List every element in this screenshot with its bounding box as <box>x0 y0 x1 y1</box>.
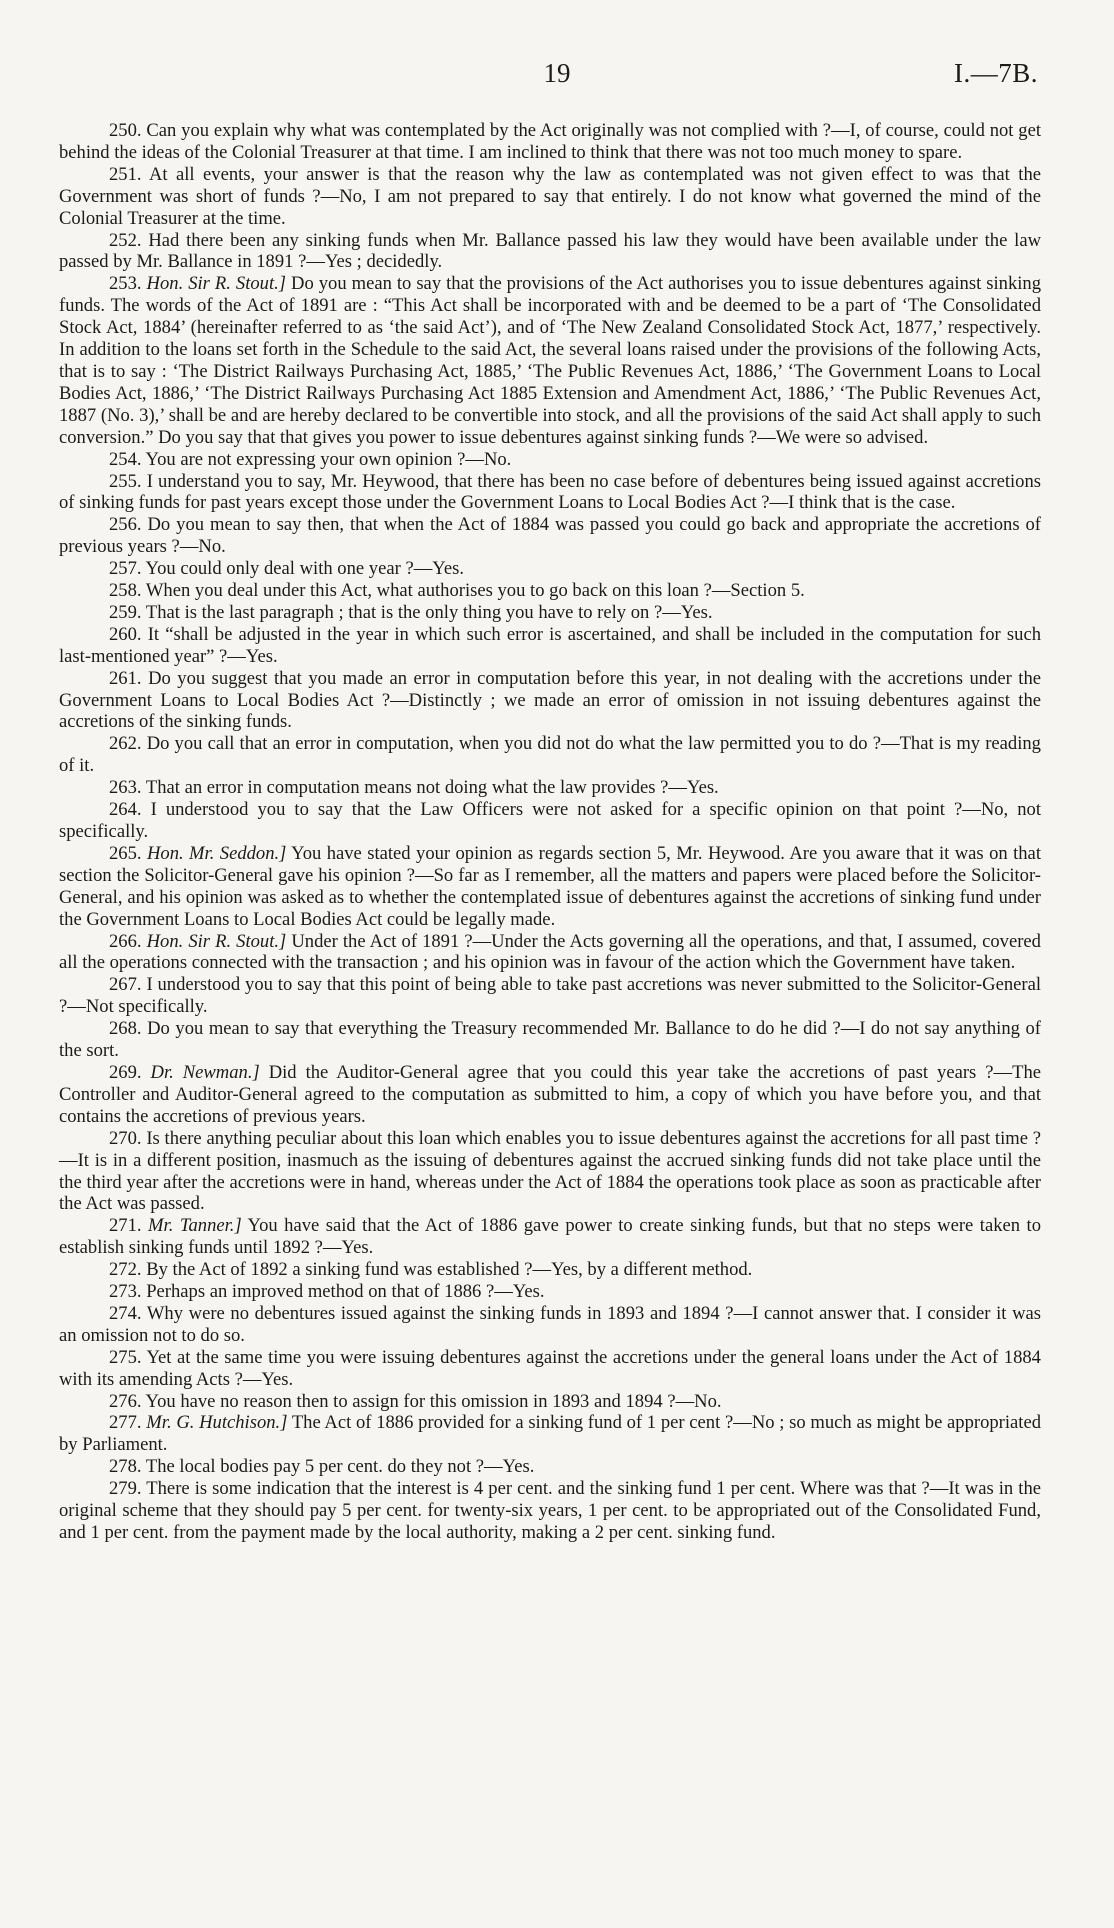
question-answer-text: You are not expressing your own opinion ?—No. <box>145 448 512 470</box>
question-answer-text: Can you explain why what was contemplated by the Act originally was not complied with ?—I, of course, could not get behind the ideas of the Colonial Treasurer at that time. I am inclined to think that there was not too much money to spare. <box>59 120 1042 163</box>
speaker-name: Mr. Tanner.] <box>148 1215 242 1237</box>
question-271 <box>59 1215 1041 1259</box>
question-272 <box>59 1259 1041 1281</box>
question-251 <box>59 164 1041 230</box>
question-252 <box>59 230 1041 274</box>
question-262 <box>59 733 1041 777</box>
evidence-body <box>59 120 1041 1544</box>
question-answer-text: Do you call that an error in computation, when you did not do what the law permitted you to do ?—That is my reading of it. <box>59 733 1041 777</box>
question-268 <box>59 1018 1041 1062</box>
question-answer-text: The Act of 1886 provided for a sinking fund of 1 per cent ?—No ; so much as might be appropriated by Parliament. <box>59 1412 1041 1456</box>
question-267 <box>59 974 1041 1018</box>
question-answer-text: Did the Auditor-General agree that you could this year take the accretions of past years ?—The Controller and Auditor-General agreed to the computation as submitted to him, a copy of which you have before you, and that contains the accretions of previous years. <box>59 1061 1041 1127</box>
question-257 <box>59 558 1041 580</box>
question-279 <box>59 1478 1041 1544</box>
question-number: 255. <box>109 470 142 492</box>
question-273 <box>59 1281 1041 1303</box>
question-250 <box>59 120 1041 164</box>
question-number: 278. <box>109 1456 142 1478</box>
question-270 <box>59 1128 1041 1216</box>
question-answer-text: Is there anything peculiar about this loan which enables you to issue debentures against the accretions for all past time ?—It is in a different position, inasmuch as the issuing of debentures against the accrued sinking funds did not take place until the the third year after the accretions were in hand, whereas under the Act of 1884 the operations took place as soon as practicable after the Act was passed. <box>59 1127 1041 1215</box>
question-number: 261. <box>109 667 142 689</box>
question-number: 260. <box>109 623 142 645</box>
question-261 <box>59 668 1041 734</box>
question-number: 271. <box>109 1215 142 1237</box>
question-answer-text: I understood you to say that the Law Officers were not asked for a specific opinion on that point ?—No, not specifically. <box>59 799 1041 842</box>
question-answer-text: Do you mean to say then, that when the Act of 1884 was passed you could go back and appropriate the accretions of previous years ?—No. <box>59 514 1041 558</box>
question-answer-text: You have no reason then to assign for this omission in 1893 and 1894 ?—No. <box>145 1390 722 1412</box>
question-275 <box>59 1347 1041 1391</box>
speaker-name: Dr. Newman.] <box>150 1061 260 1083</box>
question-number: 257. <box>109 558 142 580</box>
question-number: 259. <box>109 601 142 623</box>
question-answer-text: When you deal under this Act, what authorises you to go back on this loan ?—Section 5. <box>145 580 805 602</box>
question-answer-text: Under the Act of 1891 ?—Under the Acts governing all the operations, and that, I assumed, covered all the operations connected with the transaction ; and his opinion was in favour of the action which the Government have taken. <box>59 930 1041 974</box>
question-answer-text: Do you suggest that you made an error in computation before this year, in not dealing with the accretions under the Government Loans to Local Bodies Act ?—Distinctly ; we made an error of omission in not issuing debentures against the accretions of the sinking funds. <box>59 667 1041 733</box>
question-274 <box>59 1303 1041 1347</box>
paper-reference: I.—7B. <box>954 58 1038 88</box>
page-header <box>0 58 1114 98</box>
question-number: 258. <box>109 580 142 602</box>
question-number: 263. <box>109 777 142 799</box>
question-answer-text: There is some indication that the interest is 4 per cent. and the sinking fund 1 per cent. Where was that ?—It was in the original scheme that they should pay 5 per cent. for twenty-six years, 1 per cent. to be appropriated out of the Consolidated Fund, and 1 per cent. from the payment made by the local authority, making a 2 per cent. sinking fund. <box>59 1478 1041 1543</box>
question-answer-text: By the Act of 1892 a sinking fund was established ?—Yes, by a different method. <box>146 1259 753 1281</box>
question-answer-text: At all events, your answer is that the reason why the law as contemplated was not given effect to was that the Government was short of funds ?—No, I am not prepared to say that entirely. I do not know what governed the mind of the Colonial Treasurer at the time. <box>59 163 1041 229</box>
question-answer-text: That an error in computation means not doing what the law provides ?—Yes. <box>145 777 719 799</box>
question-answer-text: That is the last paragraph ; that is the only thing you have to rely on ?—Yes. <box>145 601 713 623</box>
question-266 <box>59 931 1041 975</box>
question-answer-text: Do you mean to say that the provisions of the Act authorises you to issue debentures against sinking funds. The words of the Act of 1891 are : “This Act shall be incorporated with and be deemed to be a part of ‘The Consolidated Stock Act, 1884’ (hereinafter referred to as ‘the said Act’), and of ‘The New Zealand Consolidated Stock Act, 1877,’ respectively. In addition to the loans set forth in the Schedule to the said Act, the several loans raised under the provisions of the following Acts, that is to say : ‘The District Railways Purchasing Act, 1885,’ ‘The Public Revenues Act, 1886,’ ‘The Government Loans to Local Bodies Act, 1886,’ ‘The District Railways Purchasing Act 1885 Extension and Amendment Act, 1886,’ ‘The Public Revenues Act, 1887 (No. 3),’ shall be and are hereby declared to be convertible into stock, and all the provisions of the said Act shall apply to such conversion.” Do you say that that gives you power to issue debentures against sinking funds ?—We were so advised. <box>59 273 1041 448</box>
question-number: 254. <box>109 448 142 470</box>
question-number: 279. <box>109 1478 142 1500</box>
question-255 <box>59 471 1041 515</box>
question-259 <box>59 602 1041 624</box>
question-number: 269. <box>109 1061 142 1083</box>
question-number: 252. <box>109 229 142 251</box>
speaker-name: Hon. Sir R. Stout.] <box>146 273 287 295</box>
question-number: 256. <box>109 514 142 536</box>
question-answer-text: Had there been any sinking funds when Mr. Ballance passed his law they would have been available under the law passed by Mr. Ballance in 1891 ?—Yes ; decidedly. <box>59 229 1041 273</box>
question-answer-text: Yet at the same time you were issuing debentures against the accretions under the general loans under the Act of 1884 with its amending Acts ?—Yes. <box>59 1346 1041 1390</box>
question-number: 273. <box>109 1281 142 1303</box>
question-number: 277. <box>109 1412 142 1434</box>
question-answer-text: Do you mean to say that everything the Treasury recommended Mr. Ballance to do he did ?—I do not say anything of the sort. <box>59 1018 1041 1062</box>
question-number: 266. <box>109 930 142 952</box>
question-258 <box>59 580 1041 602</box>
question-number: 250. <box>109 120 142 141</box>
question-269 <box>59 1062 1041 1128</box>
question-number: 265. <box>109 842 142 864</box>
question-answer-text: You have said that the Act of 1886 gave power to create sinking funds, but that no steps were taken to establish sinking funds until 1892 ?—Yes. <box>59 1215 1042 1259</box>
question-256 <box>59 514 1041 558</box>
speaker-name: Hon. Sir R. Stout.] <box>146 930 287 952</box>
question-number: 272. <box>109 1259 142 1281</box>
question-answer-text: I understood you to say that this point of being able to take past accretions was never submitted to the Solicitor-General ?—Not specifically. <box>59 974 1041 1018</box>
question-276 <box>59 1391 1041 1413</box>
question-277 <box>59 1412 1041 1456</box>
question-265 <box>59 843 1041 931</box>
question-number: 276. <box>109 1390 142 1412</box>
question-264 <box>59 799 1041 843</box>
question-answer-text: You have stated your opinion as regards section 5, Mr. Heywood. Are you aware that it was on that section the Solicitor-General gave his opinion ?—So far as I remember, all the matters and papers were placed before the Solicitor-General, and his opinion was asked as to whether the contemplated issue of debentures against the accretions of sinking fund under the Government Loans to Local Bodies Act could be legally made. <box>59 842 1041 930</box>
question-answer-text: It “shall be adjusted in the year in which such error is ascertained, and shall be included in the computation for such last-mentioned year” ?—Yes. <box>59 623 1041 667</box>
question-number: 253. <box>109 273 142 295</box>
question-number: 268. <box>109 1018 142 1040</box>
question-number: 275. <box>109 1346 142 1368</box>
question-answer-text: I understand you to say, Mr. Heywood, that there has been no case before of debentures being issued against accretions of sinking funds for past years except those under the Government Loans to Local Bodies Act ?—I think that is the case. <box>59 470 1041 514</box>
question-263 <box>59 777 1041 799</box>
question-number: 251. <box>109 163 142 185</box>
question-278 <box>59 1456 1041 1478</box>
question-number: 270. <box>109 1127 142 1149</box>
question-253 <box>59 273 1041 448</box>
question-number: 274. <box>109 1302 142 1324</box>
question-number: 267. <box>109 974 142 996</box>
question-260 <box>59 624 1041 668</box>
speaker-name: Hon. Mr. Seddon.] <box>146 842 287 864</box>
question-number: 262. <box>109 733 142 755</box>
question-answer-text: Perhaps an improved method on that of 1886 ?—Yes. <box>146 1281 545 1303</box>
page-number: 19 <box>543 58 571 88</box>
question-answer-text: You could only deal with one year ?—Yes. <box>145 558 464 580</box>
question-254 <box>59 449 1041 471</box>
question-number: 264. <box>109 799 142 821</box>
speaker-name: Mr. G. Hutchison.] <box>146 1412 288 1434</box>
question-answer-text: The local bodies pay 5 per cent. do they not ?—Yes. <box>145 1456 535 1478</box>
question-answer-text: Why were no debentures issued against the sinking funds in 1893 and 1894 ?—I cannot answer that. I consider it was an omission not to do so. <box>59 1302 1041 1346</box>
